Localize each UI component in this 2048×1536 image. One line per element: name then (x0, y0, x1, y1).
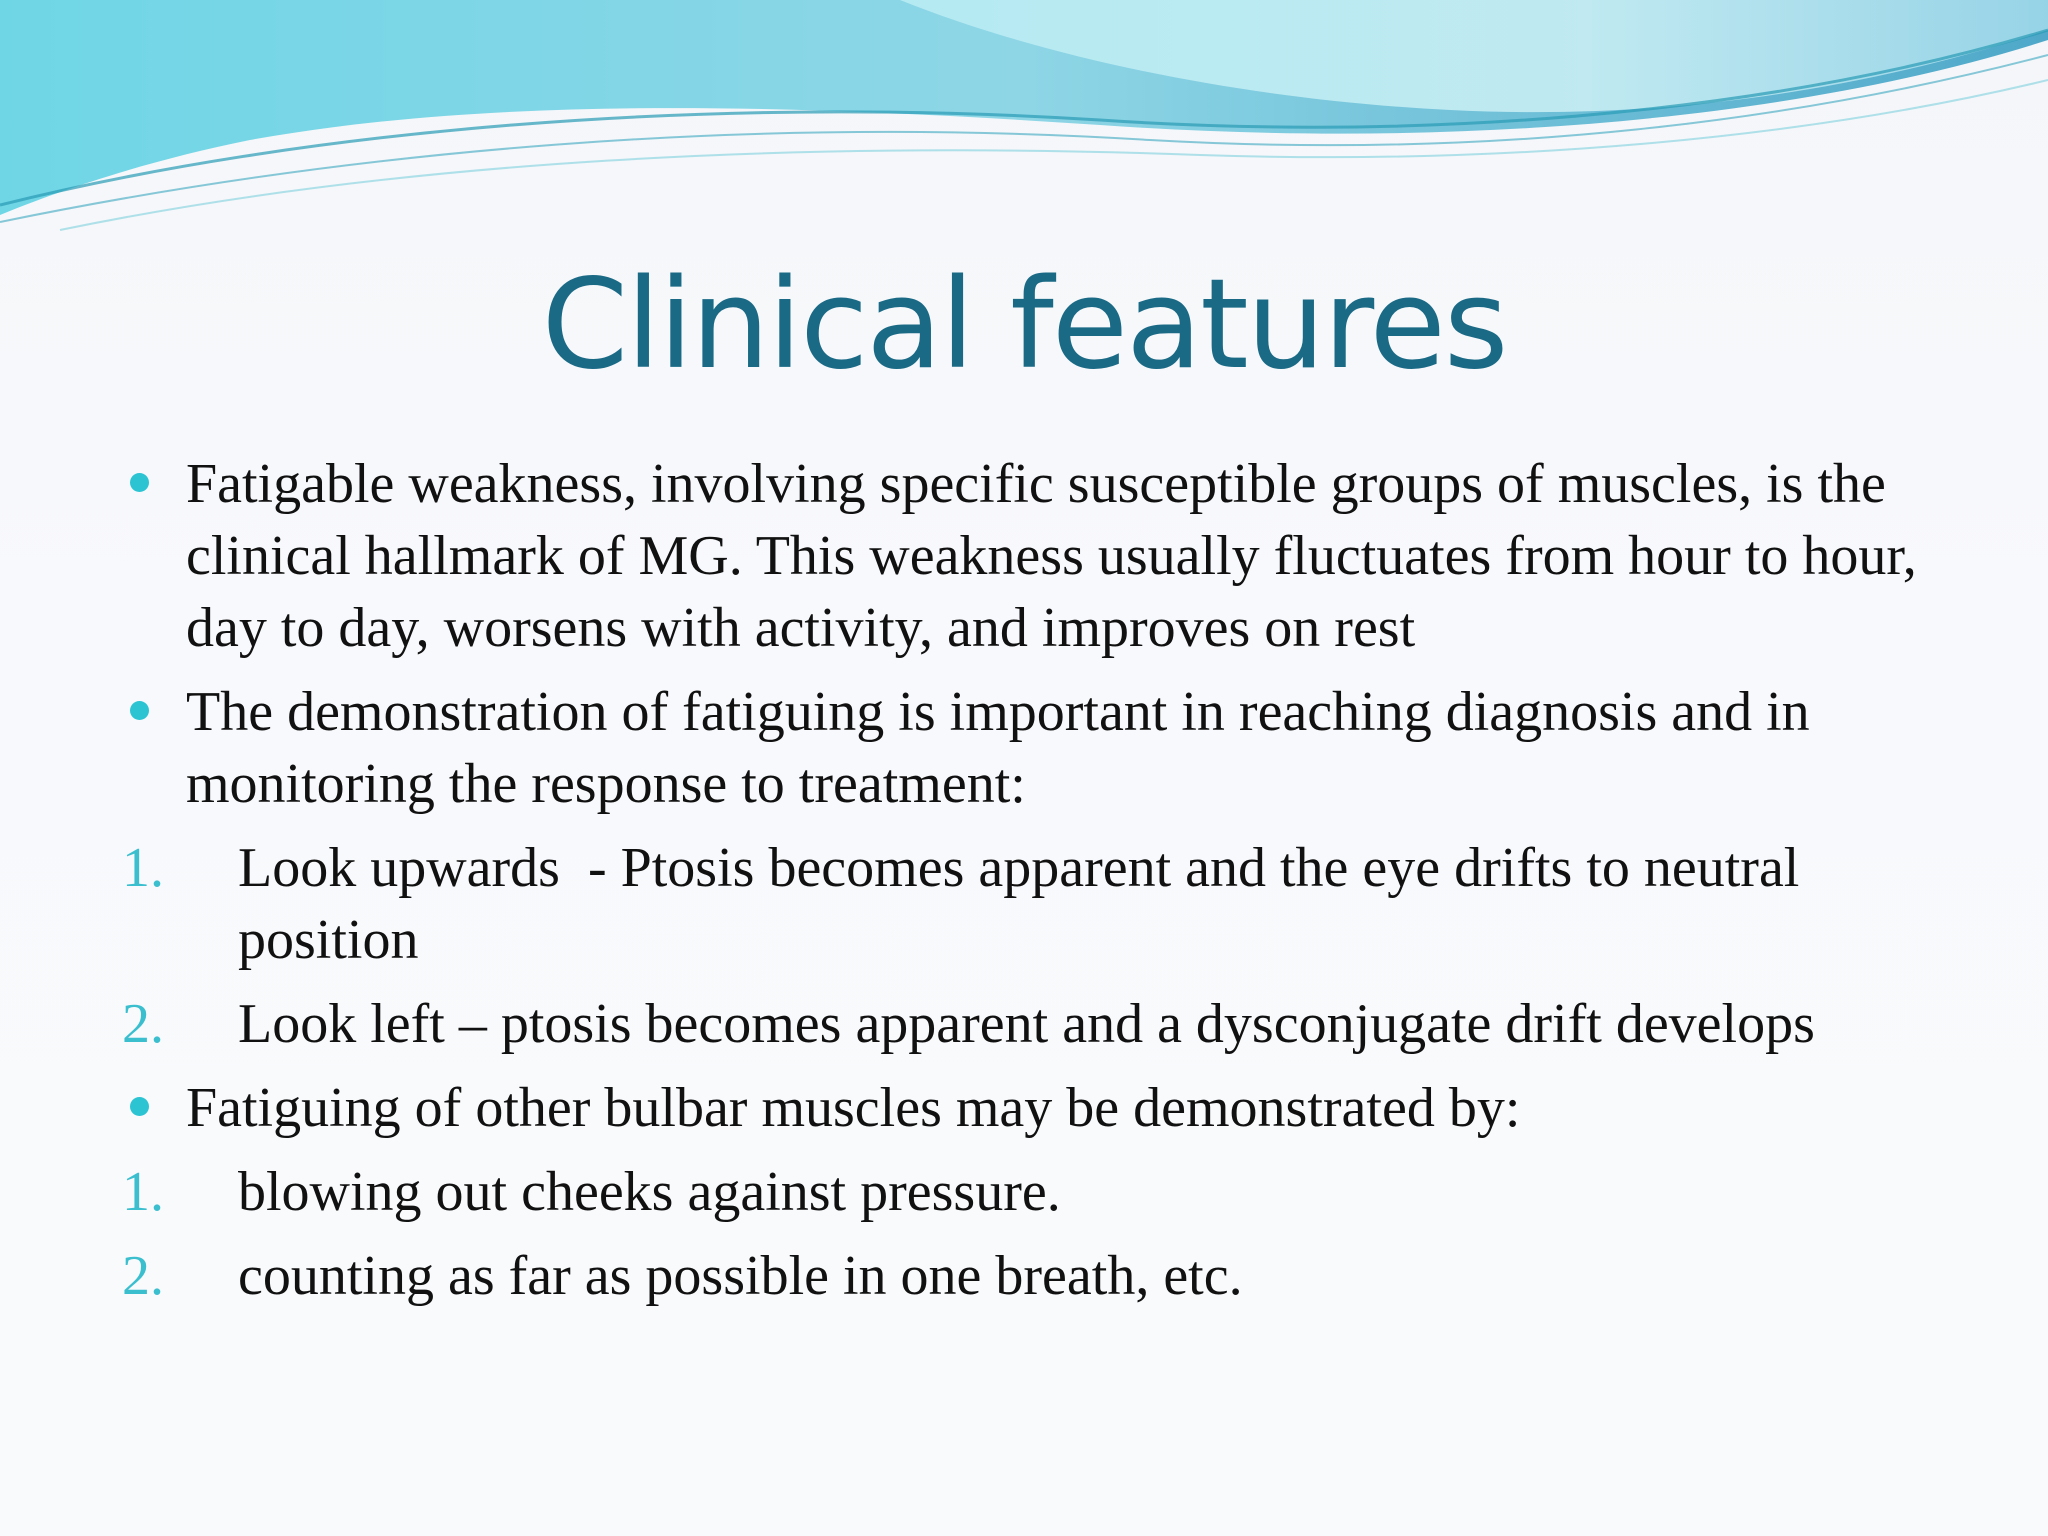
slide-body (120, 448, 1940, 1324)
item-number: 2. (122, 993, 164, 1055)
numbered-item (120, 1240, 1940, 1312)
numbered-text: Look left – ptosis becomes apparent and a dysconjugate drift develops (238, 993, 1815, 1055)
bullet-dot-icon (130, 701, 149, 720)
item-number: 2. (122, 1245, 164, 1307)
bullet-dot-icon (130, 473, 149, 492)
numbered-item (120, 988, 1940, 1060)
slide-title: Clinical features (541, 253, 1507, 397)
bullet-item (120, 448, 1940, 664)
numbered-item (120, 832, 1940, 976)
bullet-text: Fatigable weakness, involving specific susceptible groups of muscles, is the clinical hallmark of MG. This weakness usually fluctuates from hour to hour, day to day, worsens with activity, and improves on rest (186, 453, 1917, 659)
numbered-text: counting as far as possible in one breath, etc. (238, 1245, 1243, 1307)
bullet-text: Fatiguing of other bulbar muscles may be demonstrated by: (186, 1077, 1521, 1139)
bullet-text: The demonstration of fatiguing is important in reaching diagnosis and in monitoring the response to treatment: (186, 681, 1810, 815)
item-number: 1. (122, 837, 164, 899)
bullet-item (120, 676, 1940, 820)
item-number: 1. (122, 1161, 164, 1223)
numbered-item (120, 1156, 1940, 1228)
bullet-dot-icon (130, 1097, 149, 1116)
numbered-text: blowing out cheeks against pressure. (238, 1161, 1061, 1223)
header-wave-decoration (0, 0, 2048, 240)
numbered-text: Look upwards - Ptosis becomes apparent and the eye drifts to neutral position (238, 837, 1814, 971)
bullet-item (120, 1072, 1940, 1144)
